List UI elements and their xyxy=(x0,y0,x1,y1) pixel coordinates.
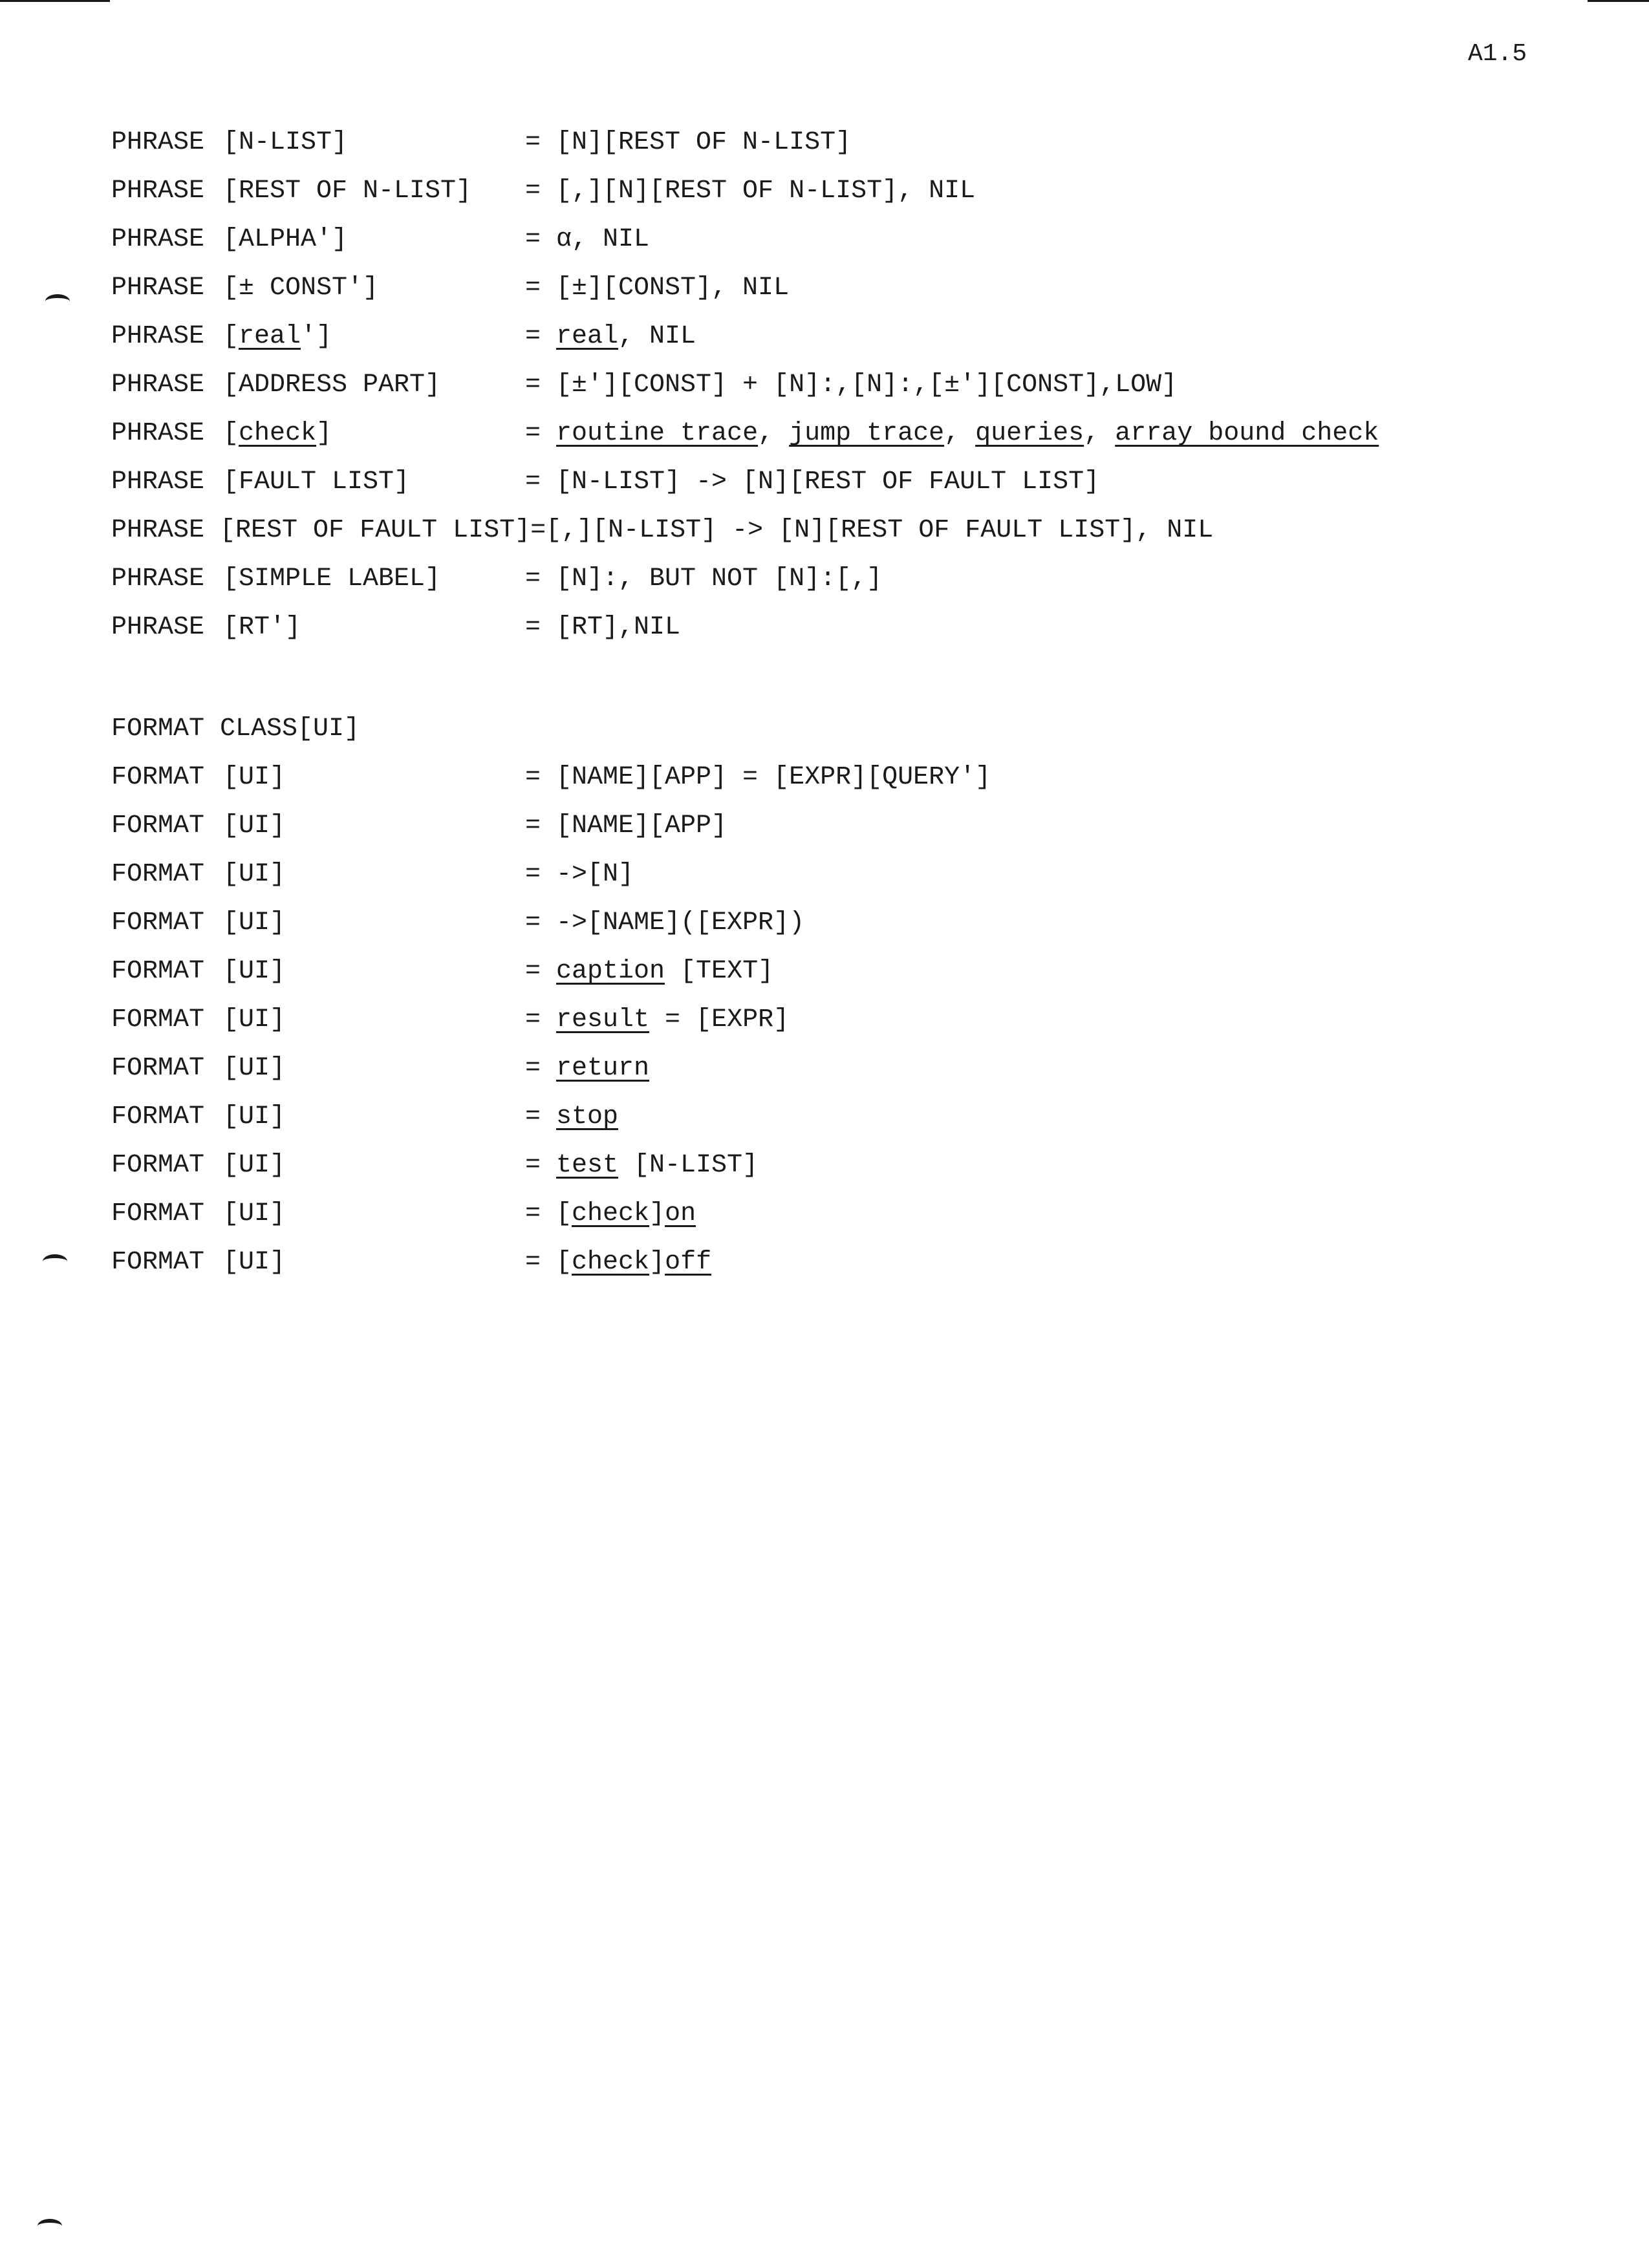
format-lhs: [UI] xyxy=(223,1102,286,1131)
phrase-rhs xyxy=(525,128,851,157)
format-rhs-part: = [ xyxy=(525,1248,572,1277)
format-lhs: [UI] xyxy=(223,1151,286,1180)
phrase-keyword: PHRASE xyxy=(111,370,205,400)
format-rhs-part: = [NAME][APP] xyxy=(525,811,727,840)
phrase-rhs-part: = [N-LIST] -> [N][REST OF FAULT LIST] xyxy=(525,467,1100,497)
phrase-lhs: [± CONST'] xyxy=(223,273,379,303)
phrase-rhs-part: array bound check xyxy=(1115,419,1379,448)
phrase-rhs-part: queries xyxy=(975,419,1084,448)
phrase-keyword: PHRASE xyxy=(111,467,205,497)
phrase-rhs-part: = [±'][CONST] + [N]:,[N]:,[±'][CONST],LOW] xyxy=(525,370,1178,400)
phrase-rhs-part: real xyxy=(556,322,619,351)
phrase-rhs-part: = [±][CONST], NIL xyxy=(525,273,790,303)
format-rhs-part: = xyxy=(525,1102,557,1131)
format-lhs: [UI] xyxy=(223,763,286,792)
phrase-rhs xyxy=(525,613,680,642)
format-rhs-part: ] xyxy=(649,1199,665,1228)
format-rhs-part: = [NAME][APP] = [EXPR][QUERY'] xyxy=(525,763,991,792)
format-rhs-part: on xyxy=(665,1199,696,1228)
format-rhs xyxy=(525,1151,758,1180)
phrase-keyword: PHRASE xyxy=(111,564,205,594)
format-keyword: FORMAT xyxy=(111,1248,205,1277)
phrase-lhs: [ALPHA'] xyxy=(223,225,348,254)
phrase-rhs-part: = α, NIL xyxy=(525,225,650,254)
phrase-rhs xyxy=(525,177,975,206)
phrase-rhs-part: , NIL xyxy=(618,322,696,351)
format-rhs-part: return xyxy=(556,1054,650,1083)
format-rhs xyxy=(525,1199,696,1228)
format-rhs xyxy=(525,763,991,792)
phrase-lhs-part: [ xyxy=(223,322,239,351)
format-rhs xyxy=(525,860,634,889)
format-rhs-part: = [EXPR] xyxy=(649,1005,790,1034)
phrase-keyword: PHRASE xyxy=(111,128,205,157)
phrase-rhs-part: = [N]:, BUT NOT [N]:[,] xyxy=(525,564,883,594)
phrase-lhs: [RT'] xyxy=(223,613,301,642)
format-rhs-part: stop xyxy=(556,1102,619,1131)
phrase-keyword: PHRASE xyxy=(111,225,205,254)
phrase-lhs: [FAULT LIST] xyxy=(223,467,410,497)
phrase-rhs xyxy=(525,273,789,303)
phrase-rhs xyxy=(525,564,882,594)
format-rhs xyxy=(525,1102,618,1131)
phrase-lhs: [SIMPLE LABEL] xyxy=(223,564,441,594)
format-rhs-part: = xyxy=(525,1005,557,1034)
format-class-text: FORMAT CLASS[UI] xyxy=(111,714,360,744)
format-rhs xyxy=(525,957,773,986)
format-rhs-part: test xyxy=(556,1151,619,1180)
format-rhs xyxy=(525,1005,789,1034)
format-rhs-part: = [ xyxy=(525,1199,572,1228)
phrase-lhs: [N-LIST] xyxy=(223,128,348,157)
phrase-lhs xyxy=(223,322,332,351)
format-lhs: [UI] xyxy=(223,957,286,986)
format-rhs-part: [N-LIST] xyxy=(618,1151,759,1180)
phrase-rhs xyxy=(525,225,649,254)
phrase-rhs-part: = [N][REST OF N-LIST] xyxy=(525,128,852,157)
phrase-keyword: PHRASE xyxy=(111,273,205,303)
format-rhs-part: result xyxy=(556,1005,650,1034)
format-rhs-part: check xyxy=(572,1248,650,1277)
phrase-lhs-part: '] xyxy=(301,322,332,351)
format-lhs: [UI] xyxy=(223,811,286,840)
format-class-line xyxy=(0,714,360,753)
format-rhs-part: ] xyxy=(649,1248,665,1277)
format-keyword: FORMAT xyxy=(111,1199,205,1228)
top-left-rule xyxy=(0,0,110,2)
format-keyword: FORMAT xyxy=(111,1102,205,1131)
phrase-keyword: PHRASE xyxy=(111,322,205,351)
phrase-keyword: PHRASE xyxy=(111,177,205,206)
format-lhs: [UI] xyxy=(223,1248,286,1277)
format-rhs xyxy=(525,908,804,937)
format-rhs xyxy=(525,1248,711,1277)
format-rhs-part: check xyxy=(572,1199,650,1228)
format-keyword: FORMAT xyxy=(111,957,205,986)
phrase-rhs xyxy=(525,322,696,351)
format-rhs-part: = xyxy=(525,1151,557,1180)
format-keyword: FORMAT xyxy=(111,860,205,889)
top-right-rule xyxy=(1588,0,1649,2)
phrase-rhs-part: jump trace xyxy=(789,419,945,448)
phrase-rhs xyxy=(525,419,1379,448)
binding-mark-top xyxy=(45,294,70,308)
format-rhs-part: off xyxy=(665,1248,712,1277)
phrase-rhs-part: = xyxy=(525,322,557,351)
binding-mark-footer xyxy=(38,2219,62,2233)
phrase-rhs xyxy=(525,370,1177,400)
format-rhs xyxy=(525,811,727,840)
phrase-keyword: PHRASE xyxy=(111,613,205,642)
binding-mark-bottom xyxy=(43,1254,67,1268)
phrase-lhs-part: real xyxy=(239,322,301,351)
phrase-rhs xyxy=(525,467,1099,497)
format-lhs: [UI] xyxy=(223,1005,286,1034)
phrase-rhs-part: = [RT],NIL xyxy=(525,613,681,642)
format-rhs-part: = xyxy=(525,1054,557,1083)
phrase-rhs-part: , xyxy=(1084,419,1116,448)
format-keyword: FORMAT xyxy=(111,1005,205,1034)
format-keyword: FORMAT xyxy=(111,908,205,937)
page-number: A1.5 xyxy=(1468,40,1527,68)
phrase-lhs-part: ] xyxy=(316,419,332,448)
phrase-keyword: PHRASE xyxy=(111,419,205,448)
format-keyword: FORMAT xyxy=(111,1151,205,1180)
format-rhs xyxy=(525,1054,649,1083)
phrase-rhs-part: , xyxy=(758,419,790,448)
format-keyword: FORMAT xyxy=(111,1054,205,1083)
format-lhs: [UI] xyxy=(223,860,286,889)
phrase-lhs: [REST OF N-LIST] xyxy=(223,177,472,206)
phrase-lhs-part: check xyxy=(239,419,317,448)
phrase-full-text: PHRASE [REST OF FAULT LIST]=[,][N-LIST] -> [N][REST OF FAULT LIST], NIL xyxy=(111,516,1214,545)
format-lhs: [UI] xyxy=(223,1199,286,1228)
format-keyword: FORMAT xyxy=(111,763,205,792)
format-lhs: [UI] xyxy=(223,1054,286,1083)
phrase-lhs xyxy=(223,419,332,448)
format-rhs-part: = ->[N] xyxy=(525,860,634,889)
format-lhs: [UI] xyxy=(223,908,286,937)
phrase-lhs-part: [ xyxy=(223,419,239,448)
phrase-rhs-part: routine trace xyxy=(556,419,759,448)
phrase-rhs-part: = xyxy=(525,419,557,448)
phrase-rhs-part: , xyxy=(944,419,976,448)
phrase-rhs-part: = [,][N][REST OF N-LIST], NIL xyxy=(525,177,976,206)
phrase-lhs: [ADDRESS PART] xyxy=(223,370,441,400)
format-keyword: FORMAT xyxy=(111,811,205,840)
format-rhs-part: = xyxy=(525,957,557,986)
format-rhs-part: = ->[NAME]([EXPR]) xyxy=(525,908,805,937)
format-rhs-part: caption xyxy=(556,957,665,986)
format-rhs-part: [TEXT] xyxy=(665,957,774,986)
